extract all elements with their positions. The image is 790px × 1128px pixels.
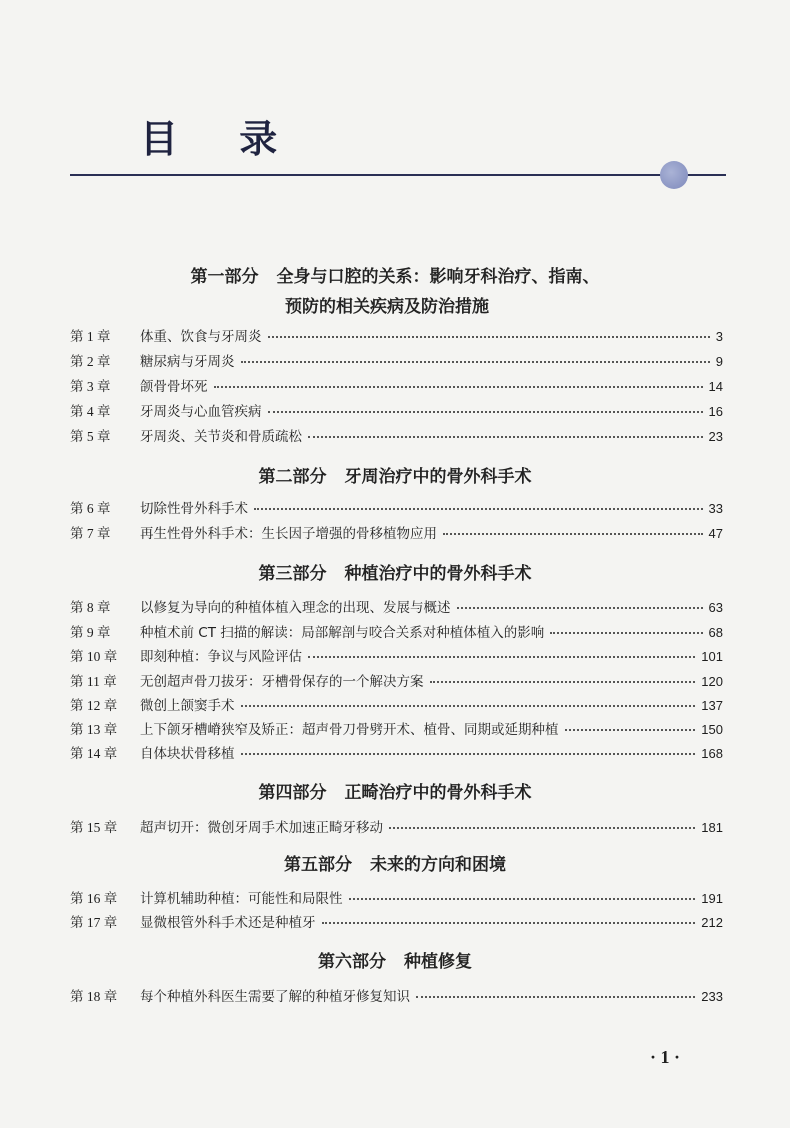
page-ref: 168 [701, 746, 723, 761]
page-ref: 9 [715, 354, 723, 369]
chapter-title: 牙周炎与心血管疾病 [140, 404, 262, 420]
page-title: 目 录 [140, 116, 302, 161]
page-ref: 181 [701, 820, 723, 835]
chapter-title: 牙周炎、关节炎和骨质疏松 [140, 429, 302, 445]
chapter-label: 第 7 章 [70, 526, 111, 541]
page-ref: 14 [708, 379, 723, 394]
dot-leader [308, 656, 695, 658]
chapter-title: 以修复为导向的种植体植入理念的出现、发展与概述 [140, 600, 451, 616]
chapter-label: 第 15 章 [70, 820, 118, 835]
dot-leader [389, 827, 695, 829]
chapter-title: 无创超声骨刀拔牙：牙槽骨保存的一个解决方案 [140, 674, 424, 690]
toc-entry[interactable] [70, 645, 723, 667]
chapter-label: 第 9 章 [70, 625, 111, 640]
part-title: 牙周治疗中的骨外科手术 [344, 467, 532, 487]
part-heading [0, 947, 790, 972]
chapter-label: 第 8 章 [70, 600, 111, 615]
chapter-label: 第 17 章 [70, 915, 118, 930]
chapter-label: 第 13 章 [70, 722, 118, 737]
chapter-label: 第 12 章 [70, 698, 118, 713]
toc-entry[interactable] [70, 400, 723, 422]
dot-leader [308, 436, 703, 438]
chapter-title: 自体块状骨移植 [140, 746, 235, 762]
chapter-label: 第 11 章 [70, 674, 117, 689]
toc-entry[interactable] [70, 621, 723, 643]
toc-entry[interactable] [70, 350, 723, 372]
chapter-title: 切除性骨外科手术 [140, 501, 248, 517]
dot-leader [241, 361, 710, 363]
dot-leader [565, 729, 696, 731]
dot-leader [254, 508, 703, 510]
chapter-title: 超声切开：微创牙周手术加速正畸牙移动 [140, 820, 383, 836]
toc-entry[interactable] [70, 522, 723, 544]
part-number: 第一部分 [190, 267, 259, 287]
chapter-label: 第 18 章 [70, 989, 118, 1004]
page-ref: 212 [701, 915, 723, 930]
toc-entry[interactable] [70, 887, 723, 909]
toc-entry[interactable] [70, 694, 723, 716]
page-ref: 233 [701, 989, 723, 1004]
toc-entry[interactable] [70, 670, 723, 692]
chapter-title: 显微根管外科手术还是种植牙 [140, 915, 316, 931]
part-number: 第二部分 [258, 467, 327, 487]
part-title: 种植修复 [404, 952, 472, 972]
chapter-title: 颌骨骨坏死 [140, 379, 208, 395]
chapter-title: 计算机辅助种植：可能性和局限性 [140, 891, 343, 907]
chapter-title: 再生性骨外科手术：生长因子增强的骨移植物应用 [140, 526, 437, 542]
dot-leader [322, 922, 696, 924]
part-heading [0, 262, 790, 287]
chapter-title: 微创上颌窦手术 [140, 698, 235, 714]
toc-entry[interactable] [70, 985, 723, 1007]
part-title: 未来的方向和困境 [370, 855, 506, 875]
page-number: · 1 · [650, 1047, 681, 1067]
chapter-title: 种植术前 CT 扫描的解读：局部解剖与咬合关系对种植体植入的影响 [140, 625, 545, 641]
toc-entry[interactable] [70, 375, 723, 397]
dot-leader [241, 753, 696, 755]
dot-leader [214, 386, 703, 388]
part-title-line2: 预防的相关疾病及防治措施 [285, 297, 489, 317]
chapter-title: 每个种植外科医生需要了解的种植牙修复知识 [140, 989, 410, 1005]
chapter-title: 糖尿病与牙周炎 [140, 354, 235, 370]
part-number: 第四部分 [258, 783, 327, 803]
page-ref: 23 [708, 429, 723, 444]
dot-leader [241, 705, 696, 707]
page-ref: 16 [708, 404, 723, 419]
toc-entry[interactable] [70, 742, 723, 764]
toc-entry[interactable] [70, 816, 723, 838]
dot-leader [268, 336, 710, 338]
chapter-label: 第 16 章 [70, 891, 118, 906]
part-heading [0, 559, 790, 584]
part-heading [0, 778, 790, 803]
dot-leader [443, 533, 703, 535]
toc-entry[interactable] [70, 718, 723, 740]
chapter-title: 即刻种植：争议与风险评估 [140, 649, 302, 665]
page-ref: 3 [715, 329, 723, 344]
part-heading-continued [285, 292, 489, 317]
chapter-label: 第 3 章 [70, 379, 111, 394]
part-title: 种植治疗中的骨外科手术 [344, 564, 532, 584]
page-ref: 191 [701, 891, 723, 906]
dot-leader [416, 996, 695, 998]
chapter-label: 第 6 章 [70, 501, 111, 516]
page-ref: 33 [708, 501, 723, 516]
chapter-label: 第 10 章 [70, 649, 118, 664]
chapter-title: 上下颌牙槽嵴狭窄及矫正：超声骨刀骨劈开术、植骨、同期或延期种植 [140, 722, 559, 738]
part-title: 全身与口腔的关系：影响牙科治疗、指南、 [276, 267, 600, 287]
chapter-label: 第 14 章 [70, 746, 118, 761]
page-ref: 101 [701, 649, 723, 664]
part-number: 第六部分 [318, 952, 386, 972]
dot-leader [268, 411, 703, 413]
toc-entry[interactable] [70, 497, 723, 519]
page-ref: 47 [708, 526, 723, 541]
dot-leader [457, 607, 703, 609]
chapter-label: 第 5 章 [70, 429, 111, 444]
part-heading [0, 462, 790, 487]
chapter-label: 第 4 章 [70, 404, 111, 419]
toc-entry[interactable] [70, 425, 723, 447]
dot-leader [430, 681, 696, 683]
decorative-dot-icon [660, 161, 688, 189]
chapter-title: 体重、饮食与牙周炎 [140, 329, 262, 345]
part-number: 第五部分 [284, 855, 352, 875]
page-ref: 137 [701, 698, 723, 713]
page-ref: 68 [708, 625, 723, 640]
page-ref: 120 [701, 674, 723, 689]
chapter-label: 第 2 章 [70, 354, 111, 369]
dot-leader [349, 898, 696, 900]
chapter-label: 第 1 章 [70, 329, 111, 344]
part-number: 第三部分 [258, 564, 327, 584]
part-heading [0, 850, 790, 875]
title-divider [70, 174, 726, 176]
dot-leader [550, 632, 702, 634]
part-title: 正畸治疗中的骨外科手术 [344, 783, 532, 803]
toc-entry[interactable] [70, 596, 723, 618]
page-ref: 150 [701, 722, 723, 737]
toc-entry[interactable] [70, 911, 723, 933]
toc-entry[interactable] [70, 325, 723, 347]
page-ref: 63 [708, 600, 723, 615]
